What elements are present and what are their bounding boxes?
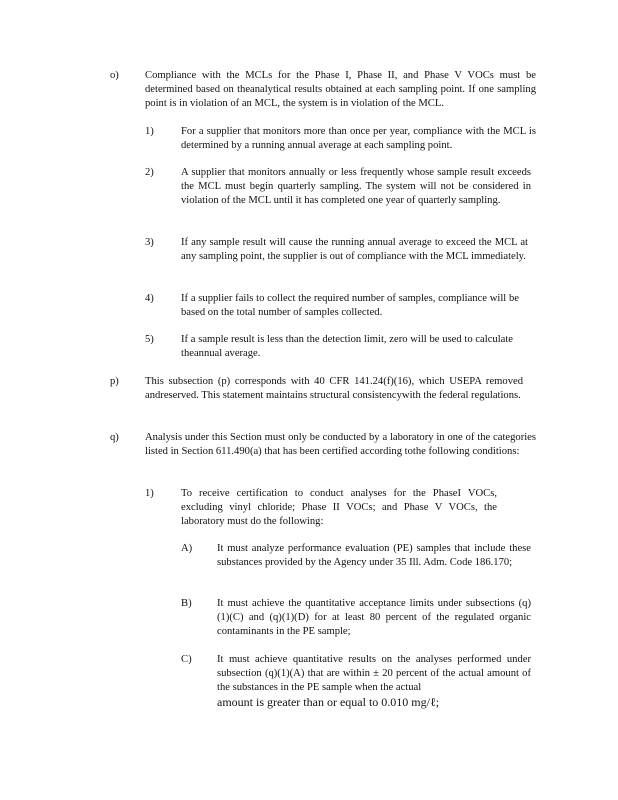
item-o-3-text: If any sample result will cause the running annual average to exceed the MCL at any sampling point, the supplier is out of compliance with the MCL immediately. xyxy=(181,237,528,262)
item-q-1-b-text: It must achieve the quantitative acceptance limits under subsections (q)(1)(C) and (q)(1)(D) for at least 80 percent of the regulated organic contaminants in the PE sample; xyxy=(217,598,531,637)
item-q-1-c xyxy=(217,653,531,709)
item-q-1-text: To receive certification to conduct analyses for the PhaseI VOCs, excluding vinyl chloride; Phase II VOCs; and Phase V VOCs, the laboratory must do the following: xyxy=(181,488,497,527)
item-o-3-marker: 3) xyxy=(145,237,154,248)
item-o-5-marker: 5) xyxy=(145,334,154,345)
item-q-1-c-text: It must achieve quantitative results on the analyses performed under subsection (q)(1)(A) that are within ± 20 percent of the actual amount of the substances in the PE sample when the actual xyxy=(217,654,531,693)
item-o-4-marker: 4) xyxy=(145,293,154,304)
item-q-marker: q) xyxy=(110,432,119,443)
item-q-1-a-marker: A) xyxy=(181,543,193,554)
item-o-1-marker: 1) xyxy=(145,126,154,137)
item-o-2-marker: 2) xyxy=(145,167,154,178)
item-q-1-b-marker: B) xyxy=(181,598,192,609)
item-q-1-c-marker: C) xyxy=(181,654,192,665)
item-o-4-text: If a supplier fails to collect the required number of samples, compliance will be based on the total number of samples collected. xyxy=(181,293,519,318)
item-o-marker: o) xyxy=(110,70,119,81)
item-o-1-text: For a supplier that monitors more than once per year, compliance with the MCL is determined by a running annual average at each sampling point. xyxy=(181,126,536,151)
item-o-5-text: If a sample result is less than the detection limit, zero will be used to calculate theannual average. xyxy=(181,334,513,359)
item-p-marker: p) xyxy=(110,376,119,387)
item-q-1-a-text: It must analyze performance evaluation (PE) samples that include these substances provided by the Agency under 35 Ill. Adm. Code 186.170; xyxy=(217,543,531,568)
item-q-1-c-text-tail: amount is greater than or equal to 0.010 mg/ℓ; xyxy=(217,695,440,709)
item-o-2-text: A supplier that monitors annually or less frequently whose sample result exceeds the MCL must begin quarterly sampling. The system will not be considered in violation of the MCL until it has completed one year of quarterly sampling. xyxy=(181,167,531,206)
item-q-text: Analysis under this Section must only be conducted by a laboratory in one of the categories listed in Section 611.490(a) that has been certified according tothe following conditions: xyxy=(145,432,536,457)
item-o-text: Compliance with the MCLs for the Phase I, Phase II, and Phase V VOCs must be determined based on theanalytical results obtained at each sampling point. If one sampling point is in violation of an MCL, the system is in violation of the MCL. xyxy=(145,70,536,109)
item-q-1-marker: 1) xyxy=(145,488,154,499)
item-p-text: This subsection (p) corresponds with 40 CFR 141.24(f)(16), which USEPA removed andreserved. This statement maintains structural consistencywith the federal regulations. xyxy=(145,376,523,401)
